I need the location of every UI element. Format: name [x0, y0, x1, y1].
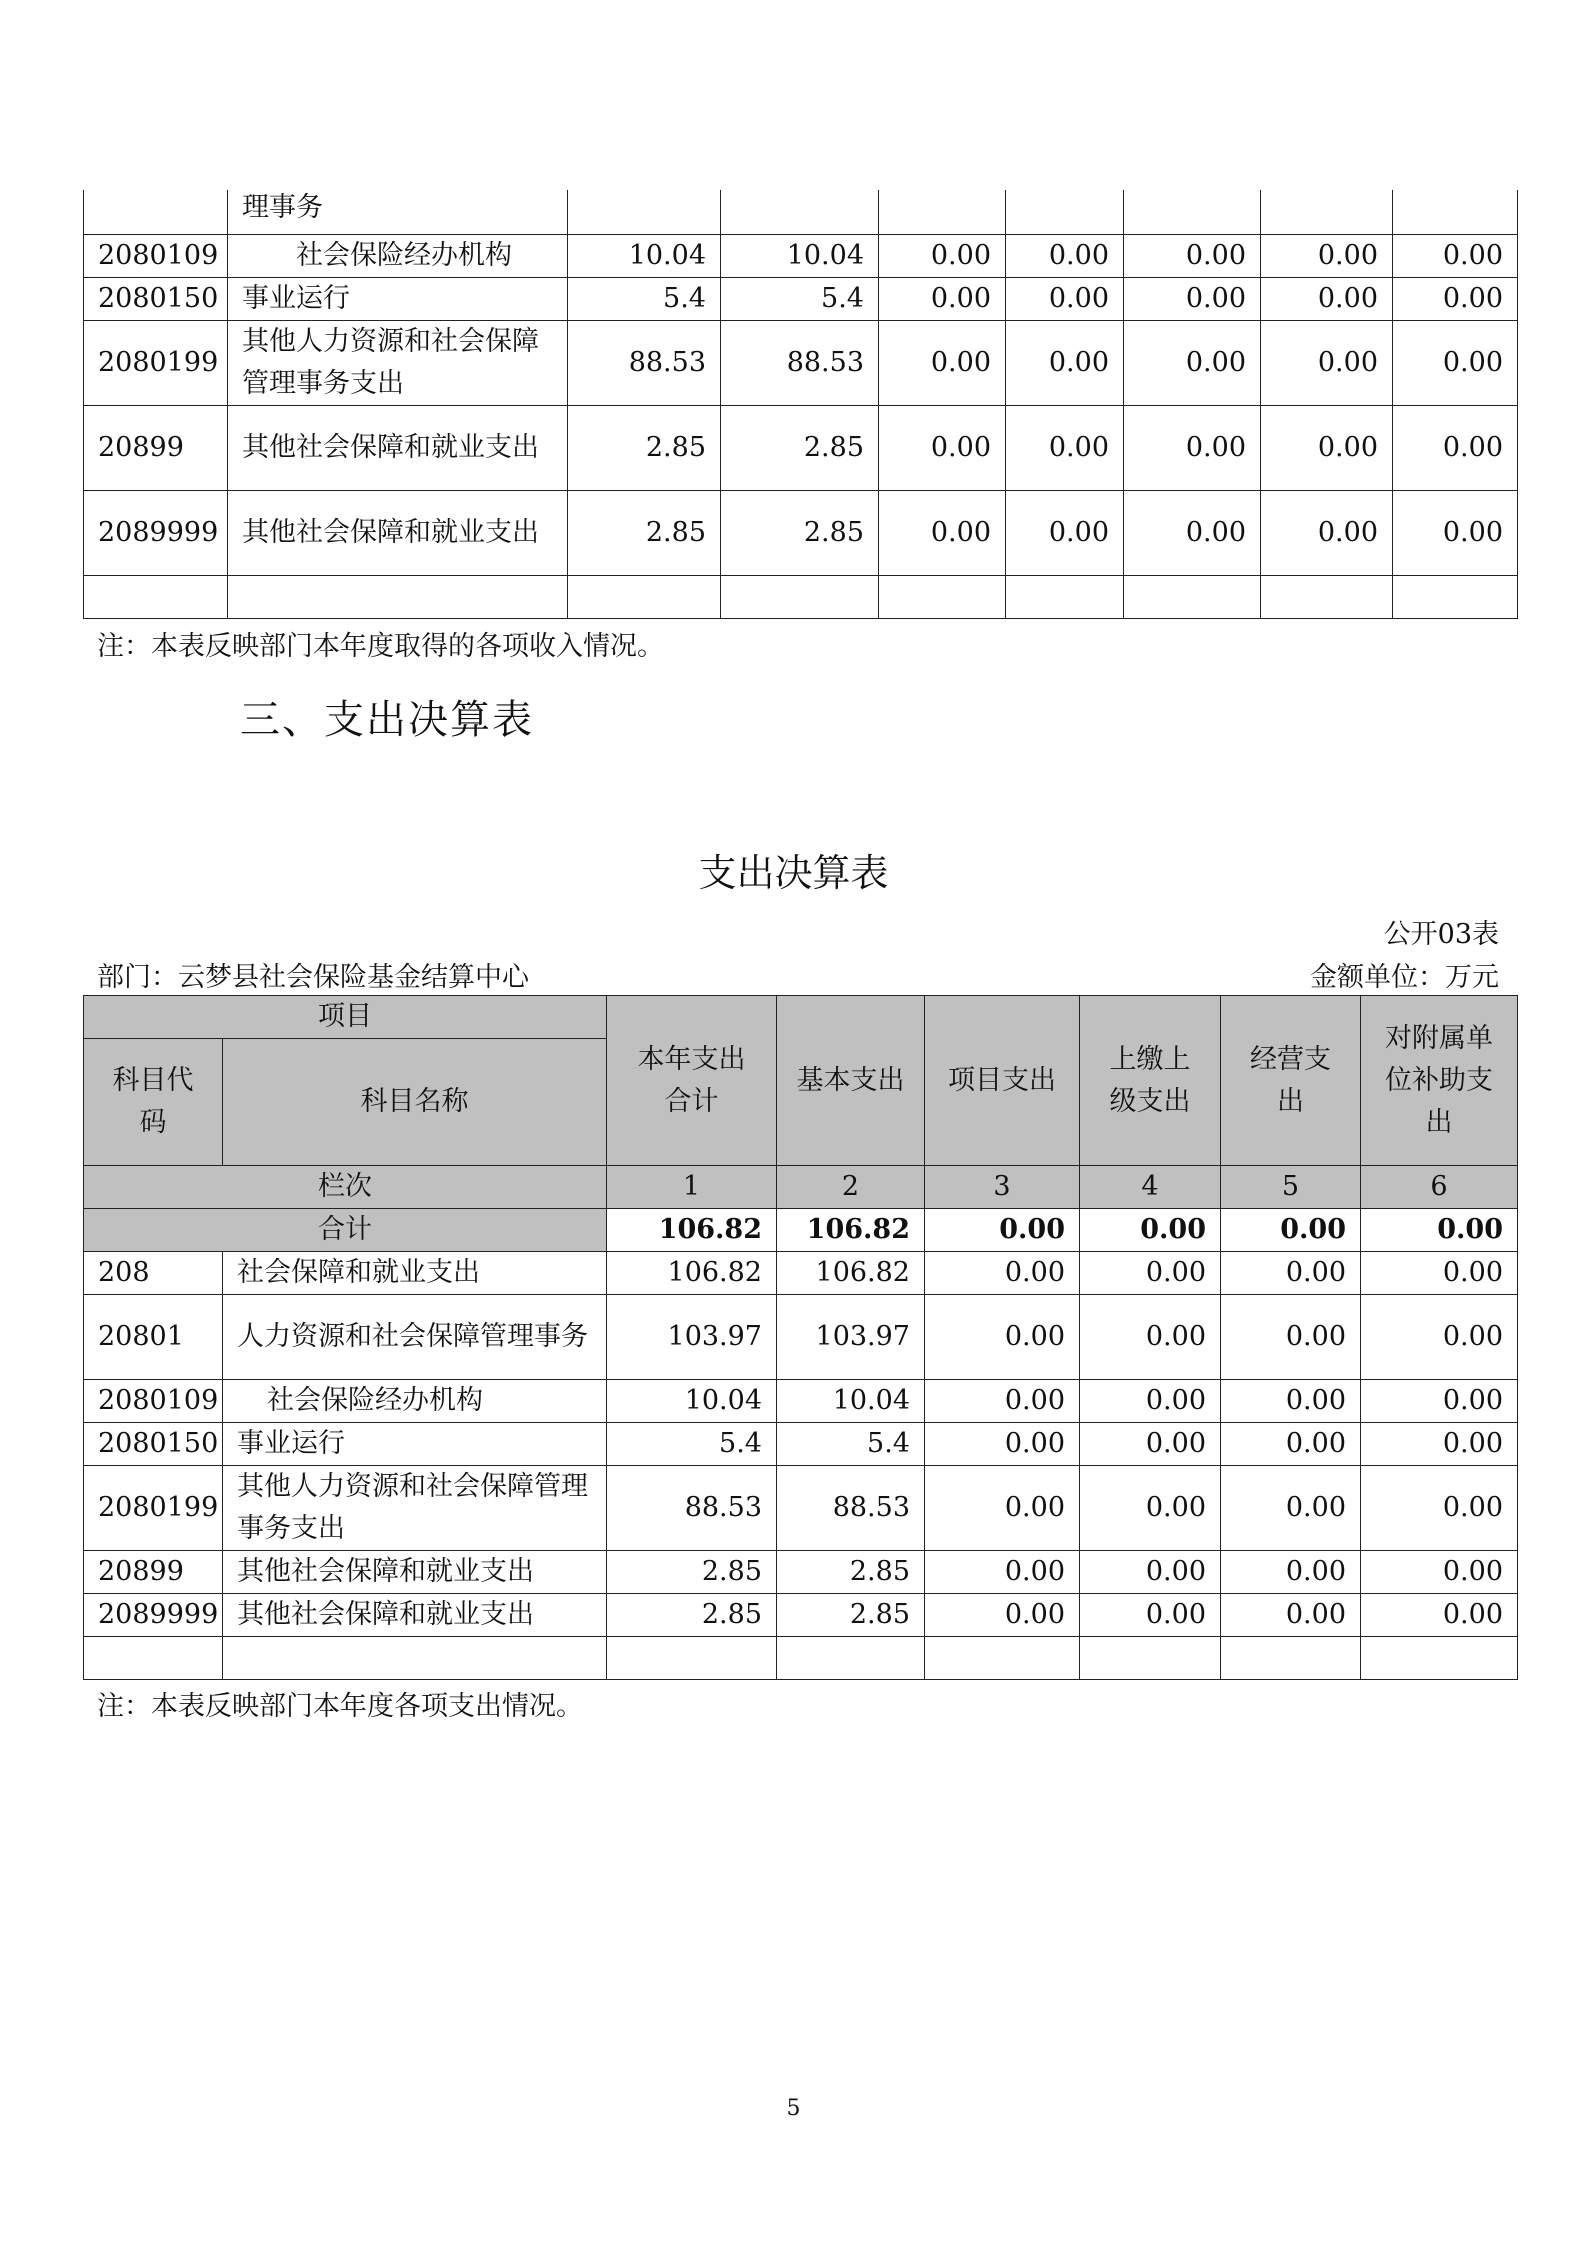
value-cell: 0.00: [1221, 1466, 1361, 1551]
sum-value: 0.00: [1221, 1209, 1361, 1252]
expense-table: [83, 995, 1518, 1680]
table-row: [84, 277, 1518, 320]
value-cell: 2.85: [568, 405, 721, 490]
column-number: 2: [777, 1166, 925, 1209]
value-cell: 0.00: [1393, 405, 1518, 490]
value-cell: 0.00: [925, 1423, 1080, 1466]
value-cell: 0.00: [1006, 234, 1124, 277]
name-cell: 其他社会保障和就业支出: [223, 1551, 607, 1594]
header-subsidy: 对附属单位补助支出: [1361, 996, 1518, 1166]
code-cell: 2080199: [84, 1466, 223, 1551]
value-cell: 0.00: [1361, 1423, 1518, 1466]
value-cell: 0.00: [925, 1295, 1080, 1380]
value-cell: 2.85: [607, 1551, 777, 1594]
value-cell: 2.85: [721, 490, 879, 575]
value-cell: 0.00: [1221, 1423, 1361, 1466]
name-cell: 其他人力资源和社会保障管理事务支出: [228, 320, 568, 405]
table-row-empty: [84, 575, 1518, 618]
value-cell: 0.00: [1006, 320, 1124, 405]
income-note: 注：本表反映部门本年度取得的各项收入情况。: [97, 631, 664, 662]
header-project: 项目支出: [925, 996, 1080, 1166]
sum-value: 106.82: [607, 1209, 777, 1252]
name-cell: 其他社会保障和就业支出: [228, 405, 568, 490]
value-cell: 0.00: [925, 1380, 1080, 1423]
sum-row: [84, 1209, 1518, 1252]
table-row: [84, 1423, 1518, 1466]
unit-label: 金额单位：万元: [1310, 962, 1499, 993]
value-cell: 0.00: [1124, 277, 1261, 320]
column-number: 1: [607, 1166, 777, 1209]
value-cell: 0.00: [925, 1252, 1080, 1295]
value-cell: 0.00: [1080, 1594, 1221, 1637]
value-cell: 5.4: [777, 1423, 925, 1466]
value-cell: 0.00: [1006, 277, 1124, 320]
value-cell: 0.00: [1361, 1252, 1518, 1295]
name-cell: 事业运行: [223, 1423, 607, 1466]
value-cell: 0.00: [1124, 405, 1261, 490]
value-cell: 0.00: [1080, 1423, 1221, 1466]
value-cell: 10.04: [721, 234, 879, 277]
value-cell: 2.85: [777, 1551, 925, 1594]
income-table-tail: [83, 190, 1518, 619]
page-number: 5: [786, 2096, 801, 2121]
value-cell: 0.00: [879, 320, 1006, 405]
table-row: [84, 405, 1518, 490]
code-cell: 2080150: [84, 277, 228, 320]
value-cell: 0.00: [925, 1466, 1080, 1551]
table-row-empty: [84, 1637, 1518, 1680]
name-cell: 事业运行: [228, 277, 568, 320]
value-cell: 88.53: [607, 1466, 777, 1551]
value-cell: 0.00: [1221, 1551, 1361, 1594]
expense-note: 注：本表反映部门本年度各项支出情况。: [97, 1691, 583, 1722]
value-cell: 0.00: [1261, 277, 1393, 320]
value-cell: 0.00: [1124, 320, 1261, 405]
department-label: 部门：云梦县社会保险基金结算中心: [97, 962, 529, 993]
column-number: 6: [1361, 1166, 1518, 1209]
value-cell: 88.53: [777, 1466, 925, 1551]
table-row: [84, 490, 1518, 575]
value-cell: 0.00: [1124, 490, 1261, 575]
code-cell: [84, 190, 228, 234]
value-cell: 0.00: [1393, 277, 1518, 320]
table-row: [84, 1466, 1518, 1551]
value-cell: 0.00: [1080, 1551, 1221, 1594]
code-cell: 2089999: [84, 1594, 223, 1637]
value-cell: 106.82: [777, 1252, 925, 1295]
sum-value: 0.00: [1080, 1209, 1221, 1252]
value-cell: 10.04: [607, 1380, 777, 1423]
value-cell: 5.4: [721, 277, 879, 320]
code-cell: 20899: [84, 405, 228, 490]
code-cell: 2080150: [84, 1423, 223, 1466]
value-cell: 0.00: [1080, 1252, 1221, 1295]
header-code: 科目代码: [84, 1039, 223, 1166]
value-cell: 0.00: [1261, 320, 1393, 405]
value-cell: 0.00: [1361, 1551, 1518, 1594]
value-cell: 10.04: [777, 1380, 925, 1423]
header-basic: 基本支出: [777, 996, 925, 1166]
value-cell: 0.00: [1221, 1380, 1361, 1423]
value-cell: 5.4: [568, 277, 721, 320]
table-row: [84, 190, 1518, 234]
header-row: [84, 996, 1518, 1039]
table-row: [84, 1380, 1518, 1423]
value-cell: 0.00: [879, 277, 1006, 320]
value-cell: 0.00: [1361, 1380, 1518, 1423]
name-cell: 其他人力资源和社会保障管理事务支出: [223, 1466, 607, 1551]
value-cell: 0.00: [1261, 405, 1393, 490]
name-cell: 社会保险经办机构: [228, 234, 568, 277]
column-order-row: [84, 1166, 1518, 1209]
value-cell: 0.00: [925, 1551, 1080, 1594]
value-cell: 0.00: [879, 234, 1006, 277]
code-cell: 20899: [84, 1551, 223, 1594]
sum-value: 0.00: [1361, 1209, 1518, 1252]
sum-value: 0.00: [925, 1209, 1080, 1252]
code-cell: 2080199: [84, 320, 228, 405]
value-cell: 0.00: [1221, 1594, 1361, 1637]
value-cell: 0.00: [1006, 405, 1124, 490]
sum-value: 106.82: [777, 1209, 925, 1252]
section-heading: 三、支出决算表: [240, 697, 534, 743]
table-row: [84, 1551, 1518, 1594]
value-cell: 0.00: [1221, 1295, 1361, 1380]
header-total: 本年支出合计: [607, 996, 777, 1166]
column-number: 4: [1080, 1166, 1221, 1209]
sum-label: 合计: [84, 1209, 607, 1252]
value-cell: 103.97: [607, 1295, 777, 1380]
code-cell: 2089999: [84, 490, 228, 575]
value-cell: 0.00: [1124, 234, 1261, 277]
value-cell: 2.85: [568, 490, 721, 575]
column-number: 3: [925, 1166, 1080, 1209]
column-order-label: 栏次: [84, 1166, 607, 1209]
value-cell: 2.85: [721, 405, 879, 490]
value-cell: 0.00: [1261, 490, 1393, 575]
table-title: 支出决算表: [698, 851, 889, 895]
value-cell: 0.00: [1221, 1252, 1361, 1295]
table-row: [84, 320, 1518, 405]
table-row: [84, 1252, 1518, 1295]
value-cell: 0.00: [1361, 1594, 1518, 1637]
value-cell: 0.00: [1393, 490, 1518, 575]
value-cell: 0.00: [1361, 1466, 1518, 1551]
code-cell: 20801: [84, 1295, 223, 1380]
code-cell: 2080109: [84, 234, 228, 277]
value-cell: 88.53: [721, 320, 879, 405]
header-name: 科目名称: [223, 1039, 607, 1166]
value-cell: 0.00: [1080, 1466, 1221, 1551]
value-cell: 0.00: [879, 490, 1006, 575]
value-cell: 0.00: [925, 1594, 1080, 1637]
name-cell: 人力资源和社会保障管理事务: [223, 1295, 607, 1380]
value-cell: 103.97: [777, 1295, 925, 1380]
form-number: 公开03表: [1383, 919, 1499, 950]
header-upper: 上缴上级支出: [1080, 996, 1221, 1166]
column-number: 5: [1221, 1166, 1361, 1209]
name-cell: 其他社会保障和就业支出: [223, 1594, 607, 1637]
name-cell: 理事务: [228, 190, 568, 234]
name-cell: 社会保险经办机构: [223, 1380, 607, 1423]
table-row: [84, 234, 1518, 277]
value-cell: 0.00: [1261, 234, 1393, 277]
value-cell: 10.04: [568, 234, 721, 277]
value-cell: 0.00: [1080, 1295, 1221, 1380]
value-cell: 0.00: [1393, 320, 1518, 405]
table-row: [84, 1594, 1518, 1637]
value-cell: 0.00: [1361, 1295, 1518, 1380]
value-cell: 0.00: [1080, 1380, 1221, 1423]
value-cell: 88.53: [568, 320, 721, 405]
value-cell: 0.00: [1393, 234, 1518, 277]
name-cell: 其他社会保障和就业支出: [228, 490, 568, 575]
header-item: 项目: [84, 996, 607, 1039]
header-business: 经营支出: [1221, 996, 1361, 1166]
name-cell: 社会保障和就业支出: [223, 1252, 607, 1295]
value-cell: 0.00: [1006, 490, 1124, 575]
value-cell: 2.85: [607, 1594, 777, 1637]
code-cell: 208: [84, 1252, 223, 1295]
value-cell: 2.85: [777, 1594, 925, 1637]
table-row: [84, 1295, 1518, 1380]
value-cell: 106.82: [607, 1252, 777, 1295]
value-cell: 5.4: [607, 1423, 777, 1466]
code-cell: 2080109: [84, 1380, 223, 1423]
value-cell: 0.00: [879, 405, 1006, 490]
